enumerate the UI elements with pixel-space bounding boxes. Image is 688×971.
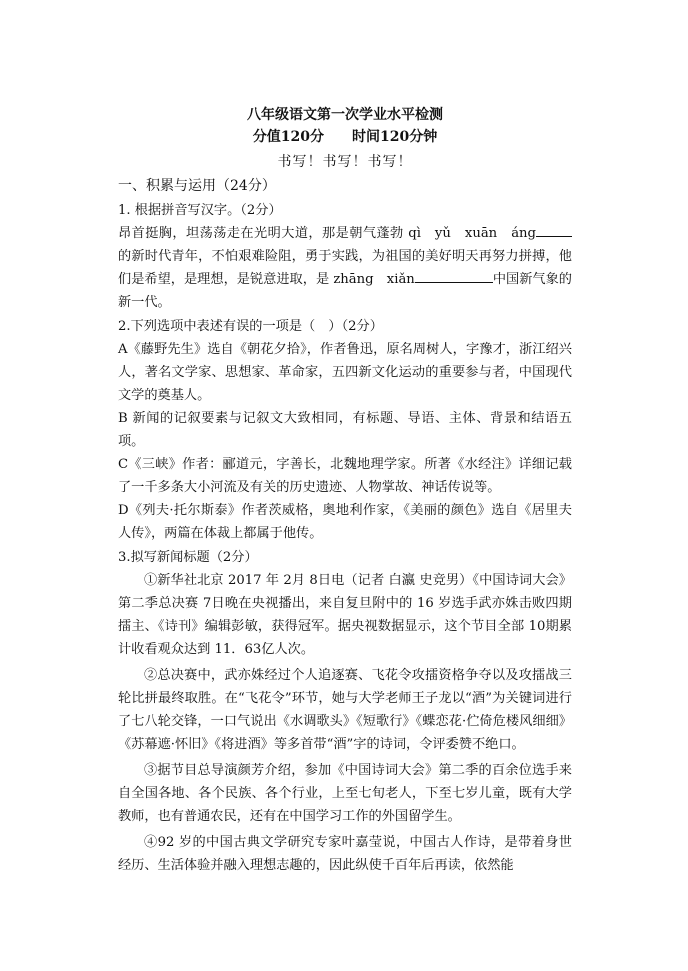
question-2-option-b: B 新闻的记叙要素与记叙文大致相同，有标题、导语、主体、背景和结语五项。 (118, 411, 572, 449)
question-1-label: 1. 根据拼音写汉字。（2分） (118, 203, 282, 218)
answer-blank-2[interactable] (415, 268, 493, 283)
question-3-label: 3.拟写新闻标题（2分） (118, 550, 258, 565)
question-2-option-c: C《三峡》作者：郦道元，字善长，北魏地理学家。所著《水经注》详细记载了一千多条大小河流及有关的历史遗迹、人物掌故、神话传说等。 (118, 457, 572, 495)
answer-blank-1[interactable] (536, 222, 572, 237)
document-body (118, 104, 572, 877)
question-2-label: 2.下列选项中表述有误的一项是（ ）（2分） (118, 319, 383, 334)
question-2-option-a: A《藤野先生》选自《朝花夕拾》，作者鲁迅，原名周树人，字豫才，浙江绍兴人，著名文学家、思想家、革命家，五四新文化运动的重要参与者，中国现代文学的奠基人。 (118, 342, 572, 403)
writing-slogan: 书写！书写！书写！ (277, 154, 413, 170)
question-2-option-d: D《列夫·托尔斯泰》作者茨威格，奥地利作家，《美丽的颜色》选自《居里夫人传》，两篇在体裁上都属于他传。 (118, 503, 572, 541)
news-paragraph-1: ①新华社北京 2017 年 2月 8日电（记者 白瀛 史竞男）《中国诗词大会》第二季总决赛 7日晚在央视播出，来自复旦附中的 16 岁选手武亦姝击败四期擂主、《诗刊》编辑彭敏，获得冠军。据央视数据显示，这个节目全部 10期累计收看观众达到 11．63亿人次。 (118, 573, 572, 657)
exam-title: 八年级语文第一次学业水平检测 (247, 107, 443, 123)
section-heading: 一、积累与运用（24分） (118, 178, 276, 194)
exam-subtitle: 分值120分 时间120分钟 (252, 129, 438, 145)
news-paragraph-3: ③据节目总导演颜芳介绍，参加《中国诗词大会》第二季的百余位选手来自全国各地、各个民族、各个行业，上至七旬老人，下至七岁儿童，既有大学教师，也有普通农民，还有在中国学习工作的外国留学生。 (118, 763, 572, 824)
question-1-text-b: 的新时代青年，不怕艰难险阻，勇于实践，为祖国的美好明天再努力拼搏，他们是希望，是理想，是锐意进取，是 zhāng xiǎn (118, 249, 572, 287)
news-paragraph-4: ④92 岁的中国古典文学研究专家叶嘉莹说，中国古人作诗，是带着身世经历、生活体验并融入理想志趣的，因此纵使千百年后再读，依然能 (118, 835, 572, 873)
news-paragraph-2: ②总决赛中，武亦姝经过个人追逐赛、飞花令攻擂资格争夺以及攻擂战三轮比拼最终取胜。在“飞花令”环节，她与大学老师王子龙以“酒”为关键词进行了七八轮交锋，一口气说出《水调歌头》《短歌行》《蝶恋花·伫倚危楼风细细》《苏幕遮·怀旧》《将进酒》等多首带“酒”字的诗词，令评委赞不绝口。 (118, 668, 572, 752)
question-1-text-c: 中国新气象的新一代。 (118, 272, 572, 310)
question-1-text-a: 昂首挺胸，坦荡荡走在光明大道，那是朝气蓬勃 qì yǔ xuān áng (118, 226, 536, 241)
question-1-text (118, 222, 572, 314)
